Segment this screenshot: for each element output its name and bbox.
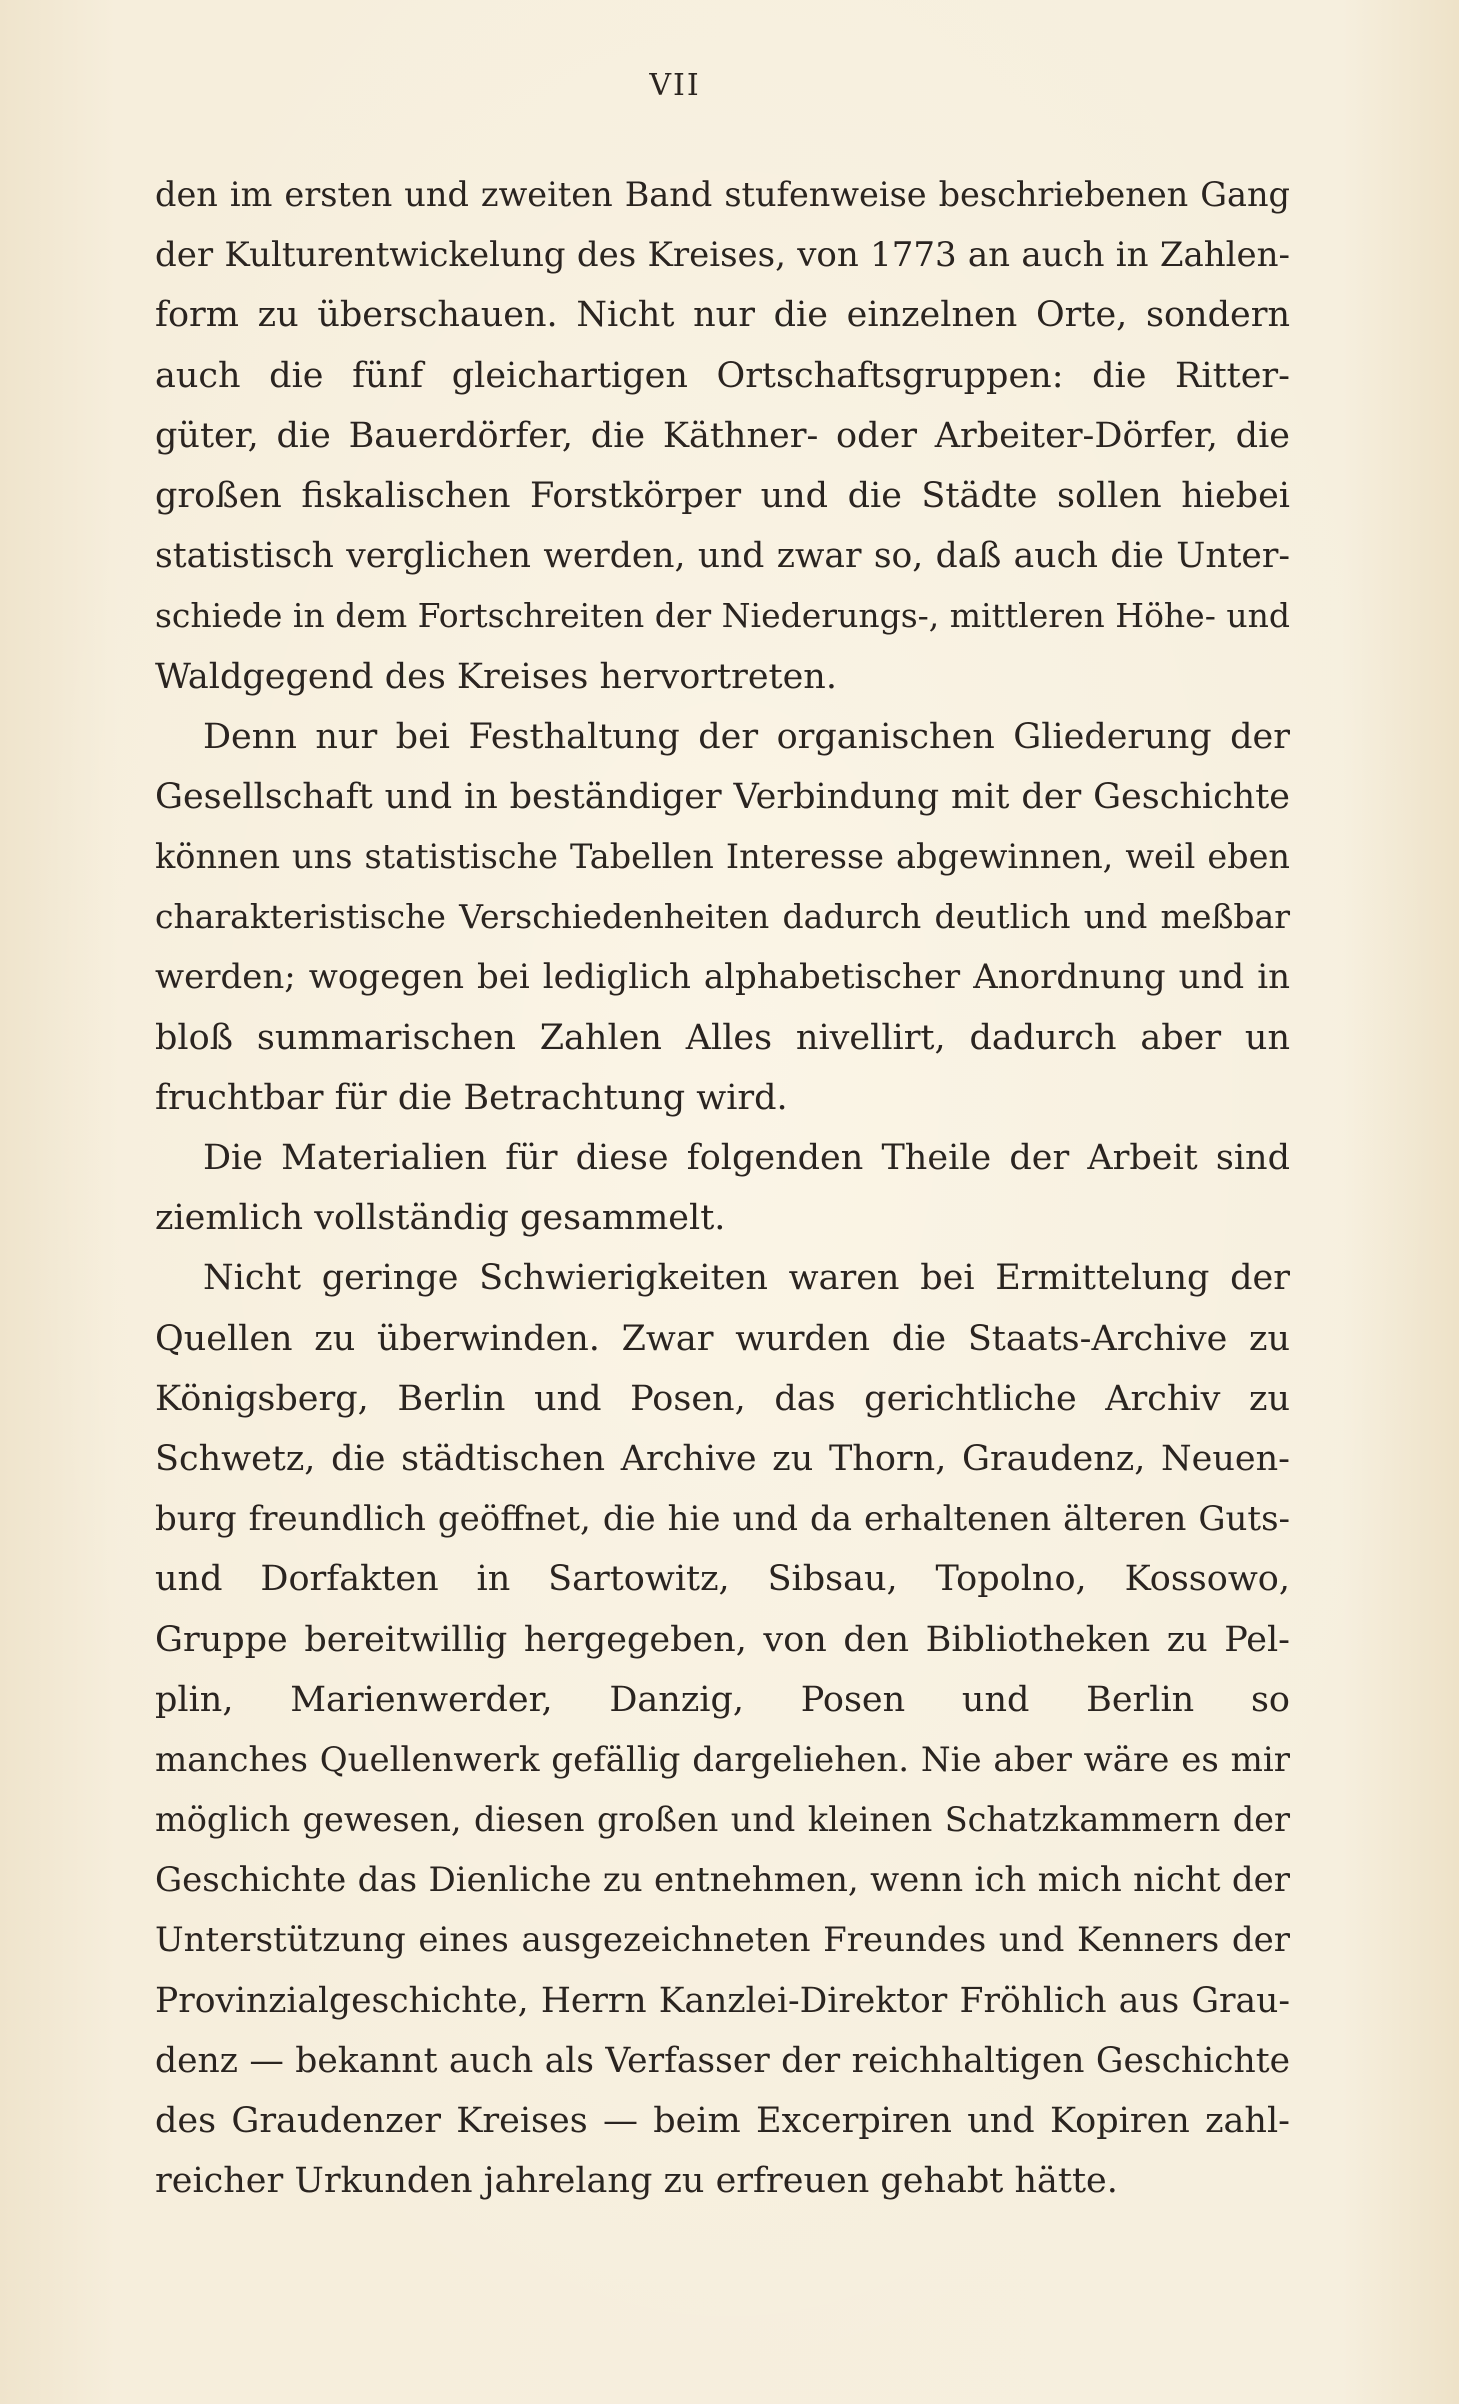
text-line: auch die fünf gleichartigen Ortschaftsgruppen: die Ritter- [155, 355, 1290, 396]
text-line: form zu überschauen. Nicht nur die einzelnen Orte, sondern [155, 295, 1290, 336]
text-line: statistisch verglichen werden, und zwar so, daß auch die Unter- [155, 536, 1290, 577]
page-number: VII [649, 68, 701, 103]
text-line: charakteristische Verschiedenheiten dadurch deutlich und meßbar [155, 897, 1290, 937]
text-line: güter, die Bauerdörfer, die Käthner- oder Arbeiter-Dörfer, die [155, 415, 1290, 456]
text-line: des Graudenzer Kreises — beim Excerpiren und Kopiren zahl- [155, 2101, 1290, 2141]
text-line: ziemlich vollständig gesammelt. [155, 1198, 726, 1239]
text-line: schiede in dem Fortschreiten der Niederungs-, mittleren Höhe- und [155, 596, 1290, 636]
text-line: Die Materialien für diese folgenden Theile der Arbeit sind [203, 1138, 1290, 1178]
text-line: können uns statistische Tabellen Interesse abgewinnen, weil eben [155, 837, 1290, 877]
text-line: manches Quellenwerk gefällig dargeliehen. Nie aber wäre es mir [155, 1739, 1290, 1780]
text-line: bloß summarischen Zahlen Alles nivellirt, dadurch aber un [155, 1017, 1290, 1058]
text-line: Gruppe bereitwillig hergegeben, von den Bibliotheken zu Pel- [155, 1619, 1290, 1660]
text-line: denz — bekannt auch als Verfasser der reichhaltigen Geschichte [155, 2040, 1290, 2081]
text-line: und Dorfakten in Sartowitz, Sibsau, Topolno, Kossowo, [155, 1559, 1290, 1600]
text-line: werden; wogegen bei lediglich alphabetischer Anordnung und in [155, 957, 1290, 998]
text-line: Geschichte das Dienliche zu entnehmen, wenn ich mich nicht der [155, 1860, 1290, 1901]
text-line: plin, Marienwerder, Danzig, Posen und Berlin so [155, 1679, 1290, 1720]
text-line: Provinzialgeschichte, Herrn Kanzlei-Direktor Fröhlich aus Grau- [155, 1980, 1290, 2021]
text-line: den im ersten und zweiten Band stufenweise beschriebenen Gang [155, 175, 1290, 214]
text-line: der Kulturentwickelung des Kreises, von 1773 an auch in Zahlen- [155, 235, 1290, 276]
text-line: Königsberg, Berlin und Posen, das gerichtliche Archiv zu [155, 1378, 1290, 1419]
body-text [155, 165, 1290, 2211]
text-line: Gesellschaft und in beständiger Verbindung mit der Geschichte [155, 776, 1290, 817]
text-line: möglich gewesen, diesen großen und kleinen Schatzkammern der [155, 1800, 1290, 1840]
text-line: burg freundlich geöffnet, die hie und da erhaltenen älteren Guts- [155, 1499, 1290, 1540]
text-line: Waldgegend des Kreises hervortreten. [155, 656, 837, 697]
text-line: Unterstützung eines ausgezeichneten Freundes und Kenners der [155, 1920, 1290, 1961]
text-line: reicher Urkunden jahrelang zu erfreuen gehabt hätte. [155, 2161, 1118, 2202]
text-line: Quellen zu überwinden. Zwar wurden die Staats-Archive zu [155, 1318, 1290, 1359]
text-line: großen fiskalischen Forstkörper und die Städte sollen hiebei [155, 475, 1290, 516]
text-line: Nicht geringe Schwierigkeiten waren bei Ermittelung der [203, 1258, 1290, 1299]
text-line: Schwetz, die städtischen Archive zu Thorn, Graudenz, Neuen- [155, 1438, 1290, 1479]
text-line: Denn nur bei Festhaltung der organischen Gliederung der [203, 716, 1290, 757]
text-line: fruchtbar für die Betrachtung wird. [155, 1077, 788, 1118]
